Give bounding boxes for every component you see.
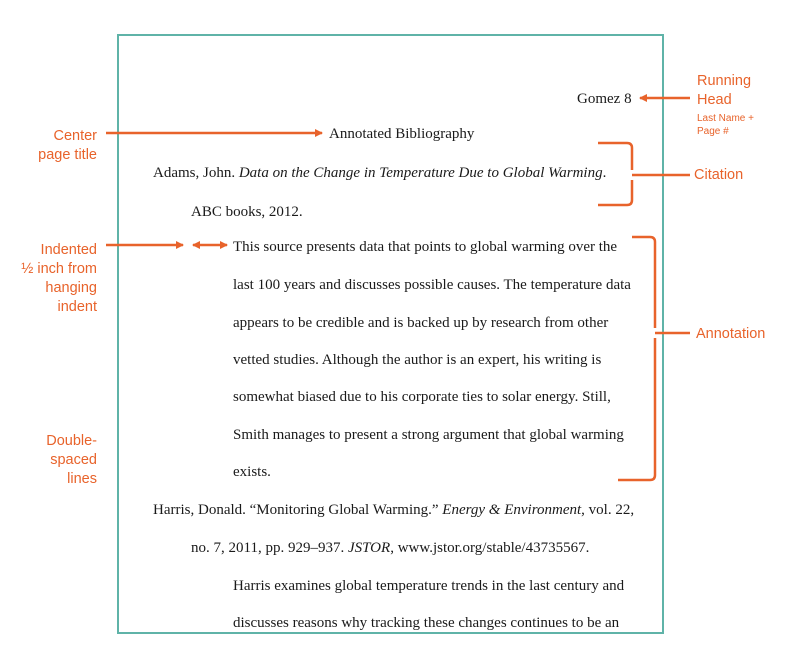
label-running-head-note: Last Name + Page # [697,113,754,137]
annotation-1-line: last 100 years and discusses possible causes. The temperature data [233,277,631,293]
annotation-1-line: Smith manages to present a strong argument that global warming [233,427,624,443]
annotation-brace [618,237,690,480]
citation-2-issue: no. 7, 2011, pp. 929–937. [191,540,348,556]
annotation-1-line: exists. [233,464,271,480]
label-indented: Indented ½ inch from hanging indent [21,242,97,315]
label-citation: Citation [694,167,744,183]
citation-2-volume: , vol. 22, [581,502,635,518]
citation-1-period: . [602,165,607,181]
running-head: Gomez 8 [577,91,632,107]
label-center-page-title: Center page title [38,128,97,163]
annotation-2-line: Harris examines global temperature trends in the last century and [233,578,625,594]
citation-2-database: JSTOR [347,540,391,556]
annotation-1-line: This source presents data that points to global warming over the [233,239,618,255]
citation-2-journal: Energy & Environment [442,502,582,518]
citation-brace [598,143,690,205]
label-double-spaced: Double- spaced lines [46,433,97,487]
page-title: Annotated Bibliography [329,126,475,142]
citation-1-author: Adams, John. [153,165,239,181]
citation-1-title: Data on the Change in Temperature Due to Global Warming [238,165,603,181]
citation-1-line-2: ABC books, 2012. [191,204,303,220]
annotation-1-line: appears to be credible and is backed up by research from other [233,315,609,331]
annotation-2-line: discusses reasons why tracking these changes continues to be an [233,615,620,631]
citation-2-url: , www.jstor.org/stable/43735567. [390,540,590,556]
annotation-1-line: vetted studies. Although the author is an expert, his writing is [233,352,602,368]
label-running-head: Running Head [697,73,752,108]
annotation-1-line: somewhat biased due to his corporate ties to solar energy. Still, [233,389,611,405]
label-annotation: Annotation [696,326,766,342]
citation-2-author-title: Harris, Donald. “Monitoring Global Warming.” [153,502,443,518]
